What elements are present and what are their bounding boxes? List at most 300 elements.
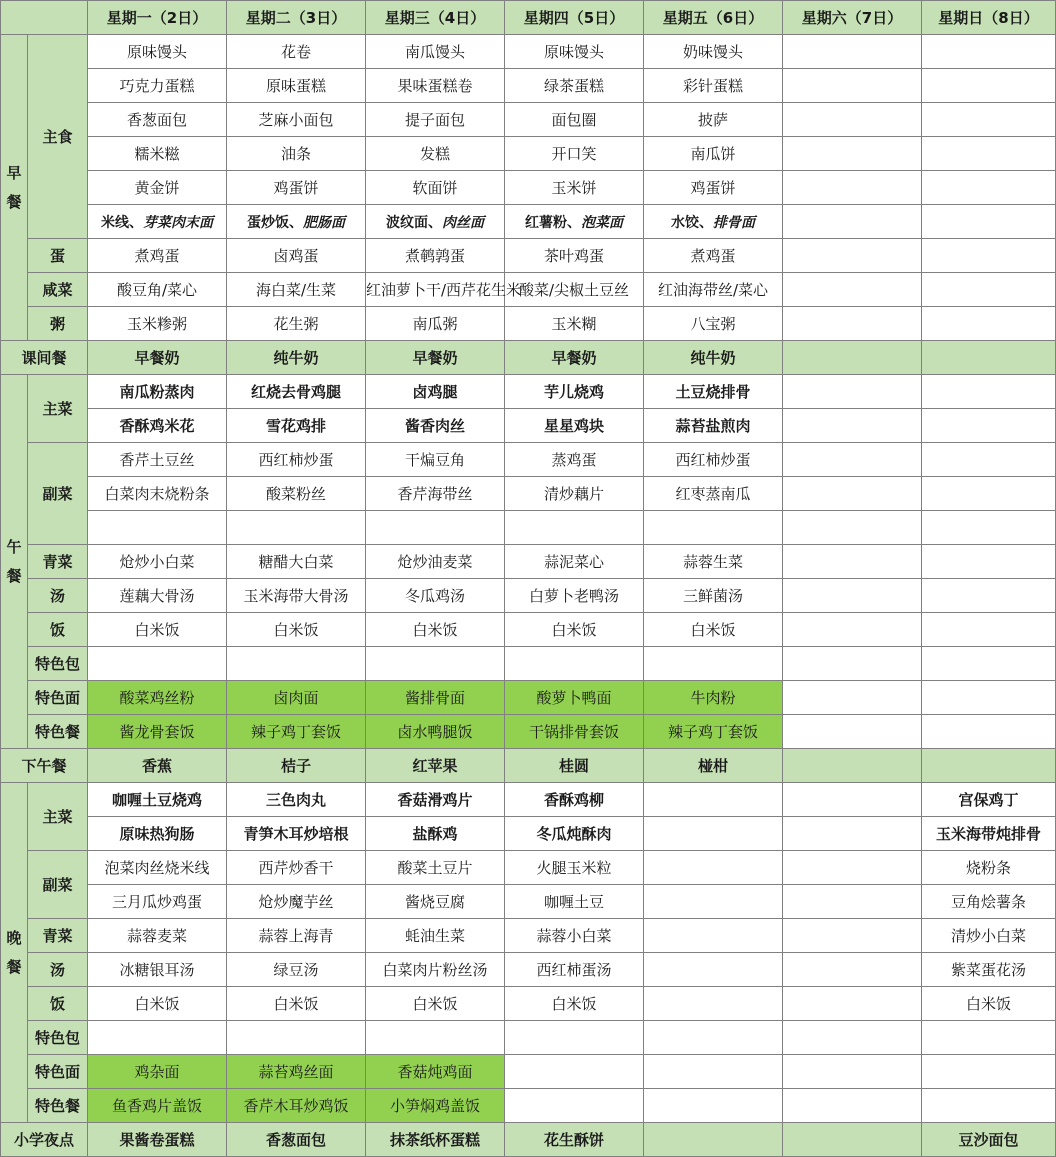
menu-cell	[922, 579, 1056, 613]
menu-cell: 香酥鸡米花	[88, 409, 227, 443]
menu-cell	[922, 409, 1056, 443]
menu-cell	[366, 647, 505, 681]
snack-row	[1, 341, 1056, 375]
menu-cell: 蒜泥菜心	[505, 545, 644, 579]
menu-cell: 三鲜菌汤	[644, 579, 783, 613]
menu-cell: 桔子	[227, 749, 366, 783]
menu-cell	[783, 919, 922, 953]
menu-cell: 酸菜粉丝	[227, 477, 366, 511]
breakfast-row	[1, 35, 1056, 69]
menu-cell	[88, 647, 227, 681]
section-lunch: 午 餐	[1, 375, 28, 749]
menu-cell	[783, 511, 922, 545]
noodle-cell	[644, 205, 783, 239]
menu-cell: 煮鹌鹑蛋	[366, 239, 505, 273]
menu-cell	[227, 647, 366, 681]
menu-cell	[783, 103, 922, 137]
menu-cell	[783, 443, 922, 477]
lunch-row	[1, 511, 1056, 545]
menu-cell: 泡菜肉丝烧米线	[88, 851, 227, 885]
menu-cell: 豆角烩薯条	[922, 885, 1056, 919]
menu-cell: 煮鸡蛋	[88, 239, 227, 273]
menu-cell: 酱排骨面	[366, 681, 505, 715]
menu-cell: 原味蛋糕	[227, 69, 366, 103]
menu-cell	[783, 341, 922, 375]
menu-cell: 酸菜鸡丝粉	[88, 681, 227, 715]
day-header: 星期三（4日）	[366, 1, 505, 35]
category-staple: 主食	[28, 35, 88, 239]
dinner-row	[1, 953, 1056, 987]
night-snack-label: 小学夜点	[1, 1123, 88, 1157]
night-snack-row	[1, 1123, 1056, 1157]
noodle-cell	[366, 205, 505, 239]
menu-cell: 软面饼	[366, 171, 505, 205]
menu-cell: 清炒藕片	[505, 477, 644, 511]
menu-cell: 香蕉	[88, 749, 227, 783]
category-greens: 青菜	[28, 545, 88, 579]
menu-cell: 白米饭	[366, 613, 505, 647]
menu-cell: 香葱面包	[88, 103, 227, 137]
menu-cell	[783, 1123, 922, 1157]
menu-cell: 盐酥鸡	[366, 817, 505, 851]
menu-cell	[644, 987, 783, 1021]
day-header: 星期日（8日）	[922, 1, 1056, 35]
lunch-row	[1, 647, 1056, 681]
menu-cell: 椪柑	[644, 749, 783, 783]
menu-cell: 干煸豆角	[366, 443, 505, 477]
day-header: 星期六（7日）	[783, 1, 922, 35]
menu-cell: 煮鸡蛋	[644, 239, 783, 273]
menu-cell	[783, 171, 922, 205]
breakfast-row	[1, 273, 1056, 307]
menu-cell: 早餐奶	[505, 341, 644, 375]
menu-cell	[922, 613, 1056, 647]
menu-cell	[783, 851, 922, 885]
breakfast-row	[1, 239, 1056, 273]
menu-cell	[644, 1123, 783, 1157]
snack-label: 课间餐	[1, 341, 88, 375]
lunch-row	[1, 715, 1056, 749]
menu-cell: 提子面包	[366, 103, 505, 137]
menu-cell	[783, 205, 922, 239]
menu-cell: 八宝粥	[644, 307, 783, 341]
menu-cell	[505, 1021, 644, 1055]
category-bun: 特色包	[28, 647, 88, 681]
menu-cell: 香葱面包	[227, 1123, 366, 1157]
menu-cell: 糯米糍	[88, 137, 227, 171]
menu-cell: 早餐奶	[88, 341, 227, 375]
menu-cell: 紫菜蛋花汤	[922, 953, 1056, 987]
menu-cell: 糖醋大白菜	[227, 545, 366, 579]
dinner-row	[1, 1089, 1056, 1123]
menu-cell: 红苹果	[366, 749, 505, 783]
menu-cell	[644, 851, 783, 885]
menu-cell: 炝炒小白菜	[88, 545, 227, 579]
noodle-item: 米线、	[101, 214, 143, 231]
menu-cell	[783, 647, 922, 681]
menu-cell: 酱香肉丝	[366, 409, 505, 443]
menu-cell: 干锅排骨套饭	[505, 715, 644, 749]
menu-cell: 烧粉条	[922, 851, 1056, 885]
menu-cell: 红烧去骨鸡腿	[227, 375, 366, 409]
lunch-row	[1, 443, 1056, 477]
menu-cell: 花生酥饼	[505, 1123, 644, 1157]
menu-cell	[783, 35, 922, 69]
menu-cell: 芋儿烧鸡	[505, 375, 644, 409]
breakfast-row	[1, 137, 1056, 171]
day-header: 星期五（6日）	[644, 1, 783, 35]
menu-cell: 冬瓜鸡汤	[366, 579, 505, 613]
breakfast-row	[1, 69, 1056, 103]
menu-cell	[783, 239, 922, 273]
dinner-row	[1, 817, 1056, 851]
breakfast-row	[1, 103, 1056, 137]
section-breakfast: 早 餐	[1, 35, 28, 341]
menu-cell	[922, 239, 1056, 273]
dinner-row	[1, 851, 1056, 885]
menu-cell: 香芹木耳炒鸡饭	[227, 1089, 366, 1123]
menu-cell	[783, 749, 922, 783]
menu-cell	[922, 715, 1056, 749]
menu-cell: 纯牛奶	[227, 341, 366, 375]
menu-cell: 西红柿炒蛋	[227, 443, 366, 477]
noodle-item-alt: 排骨面	[713, 214, 755, 231]
menu-cell	[783, 987, 922, 1021]
category-rice: 饭	[28, 613, 88, 647]
menu-cell: 西芹炒香干	[227, 851, 366, 885]
menu-cell: 白菜肉末烧粉条	[88, 477, 227, 511]
dinner-row	[1, 783, 1056, 817]
menu-cell: 香芹土豆丝	[88, 443, 227, 477]
menu-cell: 清炒小白菜	[922, 919, 1056, 953]
corner-cell	[1, 1, 88, 35]
menu-cell: 蒜苔鸡丝面	[227, 1055, 366, 1089]
menu-cell	[505, 647, 644, 681]
menu-cell: 抹茶纸杯蛋糕	[366, 1123, 505, 1157]
menu-cell	[783, 715, 922, 749]
menu-cell: 卤肉面	[227, 681, 366, 715]
menu-cell: 豆沙面包	[922, 1123, 1056, 1157]
dinner-row	[1, 885, 1056, 919]
menu-cell	[922, 341, 1056, 375]
menu-cell: 炝炒油麦菜	[366, 545, 505, 579]
breakfast-noodle-row	[1, 205, 1056, 239]
menu-cell	[644, 1089, 783, 1123]
afternoon-label: 下午餐	[1, 749, 88, 783]
menu-cell: 蒜蓉小白菜	[505, 919, 644, 953]
menu-cell: 开口笑	[505, 137, 644, 171]
menu-cell: 炝炒魔芋丝	[227, 885, 366, 919]
menu-cell	[783, 477, 922, 511]
category-rice: 饭	[28, 987, 88, 1021]
menu-cell	[922, 1055, 1056, 1089]
menu-cell: 面包圈	[505, 103, 644, 137]
menu-cell: 蒜蓉生菜	[644, 545, 783, 579]
menu-cell: 玉米饼	[505, 171, 644, 205]
menu-cell	[88, 511, 227, 545]
menu-cell	[644, 953, 783, 987]
menu-cell: 蒜蓉麦菜	[88, 919, 227, 953]
menu-cell: 茶叶鸡蛋	[505, 239, 644, 273]
menu-cell: 白米饭	[644, 613, 783, 647]
lunch-row	[1, 545, 1056, 579]
menu-cell: 蒜苔盐煎肉	[644, 409, 783, 443]
menu-cell: 火腿玉米粒	[505, 851, 644, 885]
noodle-item: 波纹面、	[386, 214, 442, 231]
lunch-row	[1, 681, 1056, 715]
menu-cell: 玉米海带大骨汤	[227, 579, 366, 613]
menu-cell: 雪花鸡排	[227, 409, 366, 443]
menu-cell	[783, 375, 922, 409]
menu-cell: 白米饭	[88, 613, 227, 647]
menu-cell: 桂圆	[505, 749, 644, 783]
noodle-item-alt: 肉丝面	[442, 214, 484, 231]
menu-cell: 咖喱土豆	[505, 885, 644, 919]
menu-cell: 南瓜粉蒸肉	[88, 375, 227, 409]
noodle-item: 蛋炒饭、	[247, 214, 303, 231]
day-header: 星期一（2日）	[88, 1, 227, 35]
menu-cell	[783, 273, 922, 307]
menu-cell	[783, 885, 922, 919]
menu-cell: 早餐奶	[366, 341, 505, 375]
menu-cell: 芝麻小面包	[227, 103, 366, 137]
menu-cell: 酸菜/尖椒土豆丝	[505, 273, 644, 307]
menu-cell	[88, 1021, 227, 1055]
menu-cell: 鸡杂面	[88, 1055, 227, 1089]
noodle-item-alt: 芽菜肉末面	[143, 214, 213, 231]
menu-cell	[922, 1021, 1056, 1055]
menu-cell: 巧克力蛋糕	[88, 69, 227, 103]
menu-cell: 冬瓜炖酥肉	[505, 817, 644, 851]
menu-cell	[922, 647, 1056, 681]
menu-cell	[783, 817, 922, 851]
menu-cell: 鸡蛋饼	[227, 171, 366, 205]
menu-cell: 花卷	[227, 35, 366, 69]
menu-cell	[505, 511, 644, 545]
category-greens: 青菜	[28, 919, 88, 953]
menu-cell: 西红柿蛋汤	[505, 953, 644, 987]
noodle-item-alt: 肥肠面	[303, 214, 345, 231]
menu-cell	[644, 885, 783, 919]
menu-cell: 鱼香鸡片盖饭	[88, 1089, 227, 1123]
category-bun: 特色包	[28, 1021, 88, 1055]
lunch-row	[1, 375, 1056, 409]
menu-cell: 红枣蒸南瓜	[644, 477, 783, 511]
noodle-cell	[88, 205, 227, 239]
menu-cell	[783, 1089, 922, 1123]
menu-cell: 咖喱土豆烧鸡	[88, 783, 227, 817]
menu-cell: 南瓜粥	[366, 307, 505, 341]
menu-cell: 蚝油生菜	[366, 919, 505, 953]
menu-cell	[644, 783, 783, 817]
dinner-row	[1, 1021, 1056, 1055]
menu-cell: 香菇滑鸡片	[366, 783, 505, 817]
header-row	[1, 1, 1056, 35]
menu-cell: 辣子鸡丁套饭	[644, 715, 783, 749]
menu-cell	[922, 205, 1056, 239]
menu-cell	[644, 647, 783, 681]
menu-cell: 玉米海带炖排骨	[922, 817, 1056, 851]
menu-cell	[922, 171, 1056, 205]
menu-cell: 土豆烧排骨	[644, 375, 783, 409]
menu-cell: 彩针蛋糕	[644, 69, 783, 103]
menu-cell	[783, 681, 922, 715]
menu-cell: 纯牛奶	[644, 341, 783, 375]
menu-cell	[783, 307, 922, 341]
category-side: 副菜	[28, 851, 88, 919]
menu-cell: 白米饭	[227, 613, 366, 647]
lunch-row	[1, 579, 1056, 613]
menu-cell	[922, 1089, 1056, 1123]
menu-cell: 酸萝卜鸭面	[505, 681, 644, 715]
menu-cell	[922, 35, 1056, 69]
lunch-row	[1, 613, 1056, 647]
lunch-row	[1, 477, 1056, 511]
menu-cell: 花生粥	[227, 307, 366, 341]
menu-cell	[366, 511, 505, 545]
noodle-item: 红薯粉、	[525, 214, 581, 231]
menu-cell: 蒜蓉上海青	[227, 919, 366, 953]
menu-cell: 酱烧豆腐	[366, 885, 505, 919]
menu-cell	[644, 919, 783, 953]
menu-cell	[783, 783, 922, 817]
menu-cell: 玉米糁粥	[88, 307, 227, 341]
menu-cell	[227, 511, 366, 545]
noodle-item-alt: 泡菜面	[581, 214, 623, 231]
menu-cell: 莲藕大骨汤	[88, 579, 227, 613]
menu-cell: 南瓜饼	[644, 137, 783, 171]
noodle-cell	[505, 205, 644, 239]
menu-cell	[644, 1021, 783, 1055]
menu-cell: 卤鸡蛋	[227, 239, 366, 273]
menu-cell: 三月瓜炒鸡蛋	[88, 885, 227, 919]
category-porridge: 粥	[28, 307, 88, 341]
menu-cell	[922, 749, 1056, 783]
menu-cell: 白萝卜老鸭汤	[505, 579, 644, 613]
menu-cell	[922, 681, 1056, 715]
menu-cell	[783, 545, 922, 579]
category-noodle: 特色面	[28, 681, 88, 715]
menu-cell: 原味馒头	[88, 35, 227, 69]
menu-cell	[922, 273, 1056, 307]
menu-cell	[783, 613, 922, 647]
menu-cell	[922, 375, 1056, 409]
category-side: 副菜	[28, 443, 88, 545]
menu-cell: 白米饭	[922, 987, 1056, 1021]
menu-cell: 冰糖银耳汤	[88, 953, 227, 987]
menu-cell: 酸豆角/菜心	[88, 273, 227, 307]
menu-cell: 白米饭	[366, 987, 505, 1021]
menu-cell: 果味蛋糕卷	[366, 69, 505, 103]
category-noodle: 特色面	[28, 1055, 88, 1089]
menu-cell: 西红柿炒蛋	[644, 443, 783, 477]
day-header: 星期四（5日）	[505, 1, 644, 35]
menu-cell: 青笋木耳炒培根	[227, 817, 366, 851]
menu-cell: 玉米糊	[505, 307, 644, 341]
category-main: 主菜	[28, 783, 88, 851]
noodle-item: 水饺、	[671, 214, 713, 231]
menu-cell: 奶味馒头	[644, 35, 783, 69]
dinner-row	[1, 987, 1056, 1021]
menu-cell: 鸡蛋饼	[644, 171, 783, 205]
menu-cell: 酱龙骨套饭	[88, 715, 227, 749]
category-set: 特色餐	[28, 1089, 88, 1123]
lunch-row	[1, 409, 1056, 443]
category-egg: 蛋	[28, 239, 88, 273]
day-header: 星期二（3日）	[227, 1, 366, 35]
menu-cell	[922, 103, 1056, 137]
menu-cell: 辣子鸡丁套饭	[227, 715, 366, 749]
menu-cell: 宫保鸡丁	[922, 783, 1056, 817]
menu-cell	[922, 477, 1056, 511]
menu-cell: 香菇炖鸡面	[366, 1055, 505, 1089]
breakfast-row	[1, 171, 1056, 205]
menu-cell: 发糕	[366, 137, 505, 171]
menu-cell: 绿豆汤	[227, 953, 366, 987]
menu-cell	[783, 137, 922, 171]
menu-cell: 原味馒头	[505, 35, 644, 69]
category-set: 特色餐	[28, 715, 88, 749]
menu-cell: 原味热狗肠	[88, 817, 227, 851]
section-dinner: 晚 餐	[1, 783, 28, 1123]
dinner-row	[1, 1055, 1056, 1089]
menu-cell: 蒸鸡蛋	[505, 443, 644, 477]
menu-cell: 星星鸡块	[505, 409, 644, 443]
menu-cell: 海白菜/生菜	[227, 273, 366, 307]
menu-cell: 油条	[227, 137, 366, 171]
menu-cell: 黄金饼	[88, 171, 227, 205]
menu-cell: 小笋焖鸡盖饭	[366, 1089, 505, 1123]
category-main: 主菜	[28, 375, 88, 443]
menu-cell	[366, 1021, 505, 1055]
category-pickle: 咸菜	[28, 273, 88, 307]
menu-cell: 果酱卷蛋糕	[88, 1123, 227, 1157]
afternoon-row	[1, 749, 1056, 783]
menu-cell	[783, 953, 922, 987]
menu-cell: 绿茶蛋糕	[505, 69, 644, 103]
menu-cell	[644, 511, 783, 545]
menu-cell: 披萨	[644, 103, 783, 137]
menu-cell	[922, 511, 1056, 545]
menu-cell	[783, 69, 922, 103]
category-soup: 汤	[28, 953, 88, 987]
menu-cell: 红油海带丝/菜心	[644, 273, 783, 307]
menu-cell	[922, 545, 1056, 579]
menu-cell	[644, 1055, 783, 1089]
menu-cell	[783, 1055, 922, 1089]
menu-cell: 香酥鸡柳	[505, 783, 644, 817]
menu-cell: 牛肉粉	[644, 681, 783, 715]
menu-cell	[505, 1089, 644, 1123]
menu-cell	[922, 307, 1056, 341]
menu-cell	[227, 1021, 366, 1055]
menu-cell: 卤鸡腿	[366, 375, 505, 409]
menu-cell: 卤水鸭腿饭	[366, 715, 505, 749]
menu-cell: 白米饭	[505, 987, 644, 1021]
menu-cell: 三色肉丸	[227, 783, 366, 817]
menu-cell	[783, 579, 922, 613]
menu-cell	[644, 817, 783, 851]
menu-cell: 白米饭	[88, 987, 227, 1021]
dinner-row	[1, 919, 1056, 953]
menu-cell: 白菜肉片粉丝汤	[366, 953, 505, 987]
menu-cell	[922, 69, 1056, 103]
menu-cell	[505, 1055, 644, 1089]
menu-cell: 香芹海带丝	[366, 477, 505, 511]
menu-cell	[783, 409, 922, 443]
menu-cell	[783, 1021, 922, 1055]
menu-cell: 酸菜土豆片	[366, 851, 505, 885]
